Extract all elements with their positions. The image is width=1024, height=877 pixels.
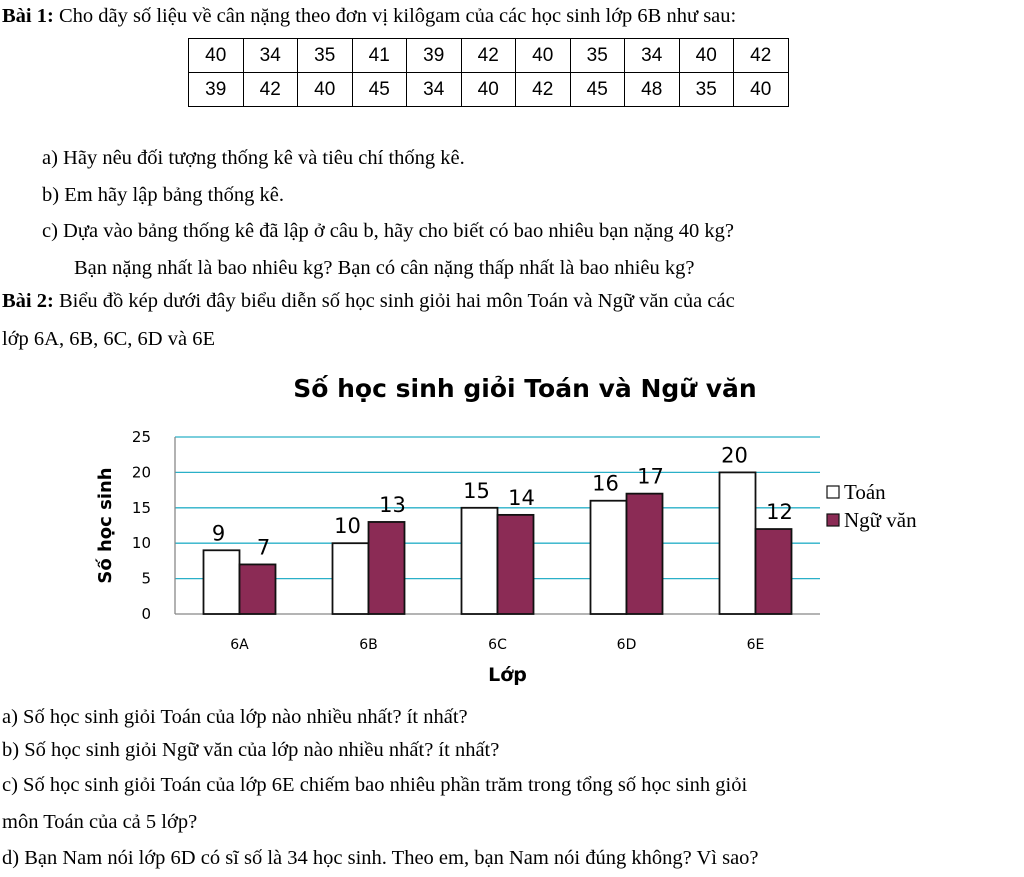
bai1-heading xyxy=(2,4,736,28)
y-tick-label: 20 xyxy=(131,463,151,482)
bar-toan-6d xyxy=(591,501,627,614)
table-cell: 35 xyxy=(679,73,734,107)
table-row xyxy=(189,39,789,73)
table-cell: 40 xyxy=(734,73,789,107)
data-label: 15 xyxy=(463,478,490,503)
y-tick-label: 10 xyxy=(131,534,151,553)
x-tick-label: 6E xyxy=(746,637,765,653)
legend-swatch xyxy=(827,514,839,526)
table-cell: 34 xyxy=(625,39,680,73)
table-cell: 45 xyxy=(570,73,625,107)
bar-ngu-van-6c xyxy=(498,515,534,614)
bai1-question-c-cont: Bạn nặng nhất là bao nhiêu kg? Bạn có cân nặng thấp nhất là bao nhiêu kg? xyxy=(74,257,695,279)
legend-swatch xyxy=(827,486,839,498)
bai1-question-c: c) Dựa vào bảng thống kê đã lập ở câu b, hãy cho biết có bao nhiêu bạn nặng 40 kg? xyxy=(42,220,734,242)
table-cell: 40 xyxy=(189,39,244,73)
bai2-question-b: b) Số học sinh giỏi Ngữ văn của lớp nào nhiều nhất? ít nhất? xyxy=(2,739,500,761)
table-cell: 40 xyxy=(461,73,516,107)
bai2-heading-cont: lớp 6A, 6B, 6C, 6D và 6E xyxy=(2,328,215,350)
y-tick-label: 25 xyxy=(131,428,151,446)
bar-toan-6b xyxy=(333,543,369,614)
x-tick-label: 6B xyxy=(359,637,378,653)
bar-ngu-van-6e xyxy=(756,529,792,614)
table-cell: 35 xyxy=(298,39,353,73)
table-cell: 42 xyxy=(243,73,298,107)
data-label: 9 xyxy=(211,521,226,546)
table-cell: 39 xyxy=(407,39,462,73)
bai2-heading xyxy=(2,289,735,313)
y-tick-label: 15 xyxy=(131,498,151,517)
x-tick-label: 6C xyxy=(488,637,507,653)
x-tick-label: 6D xyxy=(616,637,637,653)
table-cell: 41 xyxy=(352,39,407,73)
bai2-question-c: c) Số học sinh giỏi Toán của lớp 6E chiếm bao nhiêu phần trăm trong tổng số học sinh giỏi xyxy=(2,774,748,796)
table-cell: 42 xyxy=(516,73,571,107)
table-cell: 40 xyxy=(516,39,571,73)
bai1-text: Cho dãy số liệu về cân nặng theo đơn vị kilôgam của các học sinh lớp 6B như sau: xyxy=(53,5,737,27)
table-cell: 40 xyxy=(298,73,353,107)
bai1-question-a: a) Hãy nêu đối tượng thống kê và tiêu chí thống kê. xyxy=(42,147,465,169)
table-row xyxy=(189,73,789,107)
bai1-label: Bài 1: xyxy=(2,5,54,27)
table-cell: 34 xyxy=(407,73,462,107)
bai2-label: Bài 2: xyxy=(2,290,54,312)
y-tick-label: 5 xyxy=(141,569,151,588)
bai2-question-c-cont: môn Toán của cả 5 lớp? xyxy=(2,811,198,833)
legend-label: Toán xyxy=(844,480,886,504)
weight-table xyxy=(188,38,789,107)
bar-toan-6a xyxy=(204,550,240,614)
bai2-text: Biểu đồ kép dưới đây biểu diễn số học sinh giỏi hai môn Toán và Ngữ văn của các xyxy=(53,290,735,312)
data-label: 10 xyxy=(334,514,361,539)
table-cell: 42 xyxy=(461,39,516,73)
chart-title: Số học sinh giỏi Toán và Ngữ văn xyxy=(293,374,757,403)
bai2-question-d: d) Bạn Nam nói lớp 6D có sĩ số là 34 học sinh. Theo em, bạn Nam nói đúng không? Vì sao? xyxy=(2,847,759,869)
bai1-question-b: b) Em hãy lập bảng thống kê. xyxy=(42,184,284,206)
data-label: 14 xyxy=(508,485,535,510)
bar-ngu-van-6b xyxy=(369,522,405,614)
data-label: 13 xyxy=(379,492,406,517)
bar-ngu-van-6a xyxy=(240,564,276,614)
y-tick-label: 0 xyxy=(141,605,151,623)
bar-toan-6c xyxy=(462,508,498,614)
table-cell: 39 xyxy=(189,73,244,107)
bar-chart xyxy=(95,365,975,695)
table-cell: 45 xyxy=(352,73,407,107)
bar-toan-6e xyxy=(720,472,756,614)
data-label: 16 xyxy=(592,471,619,496)
table-cell: 42 xyxy=(734,39,789,73)
y-axis-label: Số học sinh xyxy=(95,467,116,584)
table-cell: 40 xyxy=(679,39,734,73)
table-cell: 48 xyxy=(625,73,680,107)
x-axis-label: Lớp xyxy=(488,664,527,686)
data-label: 17 xyxy=(637,464,664,489)
x-tick-label: 6A xyxy=(230,637,249,653)
data-label: 12 xyxy=(766,500,793,525)
legend-label: Ngữ văn xyxy=(844,508,917,532)
data-label: 20 xyxy=(721,443,748,468)
bai2-question-a: a) Số học sinh giỏi Toán của lớp nào nhiều nhất? ít nhất? xyxy=(2,706,468,728)
table-cell: 34 xyxy=(243,39,298,73)
table-cell: 35 xyxy=(570,39,625,73)
data-label: 7 xyxy=(256,535,271,560)
bar-ngu-van-6d xyxy=(627,494,663,614)
